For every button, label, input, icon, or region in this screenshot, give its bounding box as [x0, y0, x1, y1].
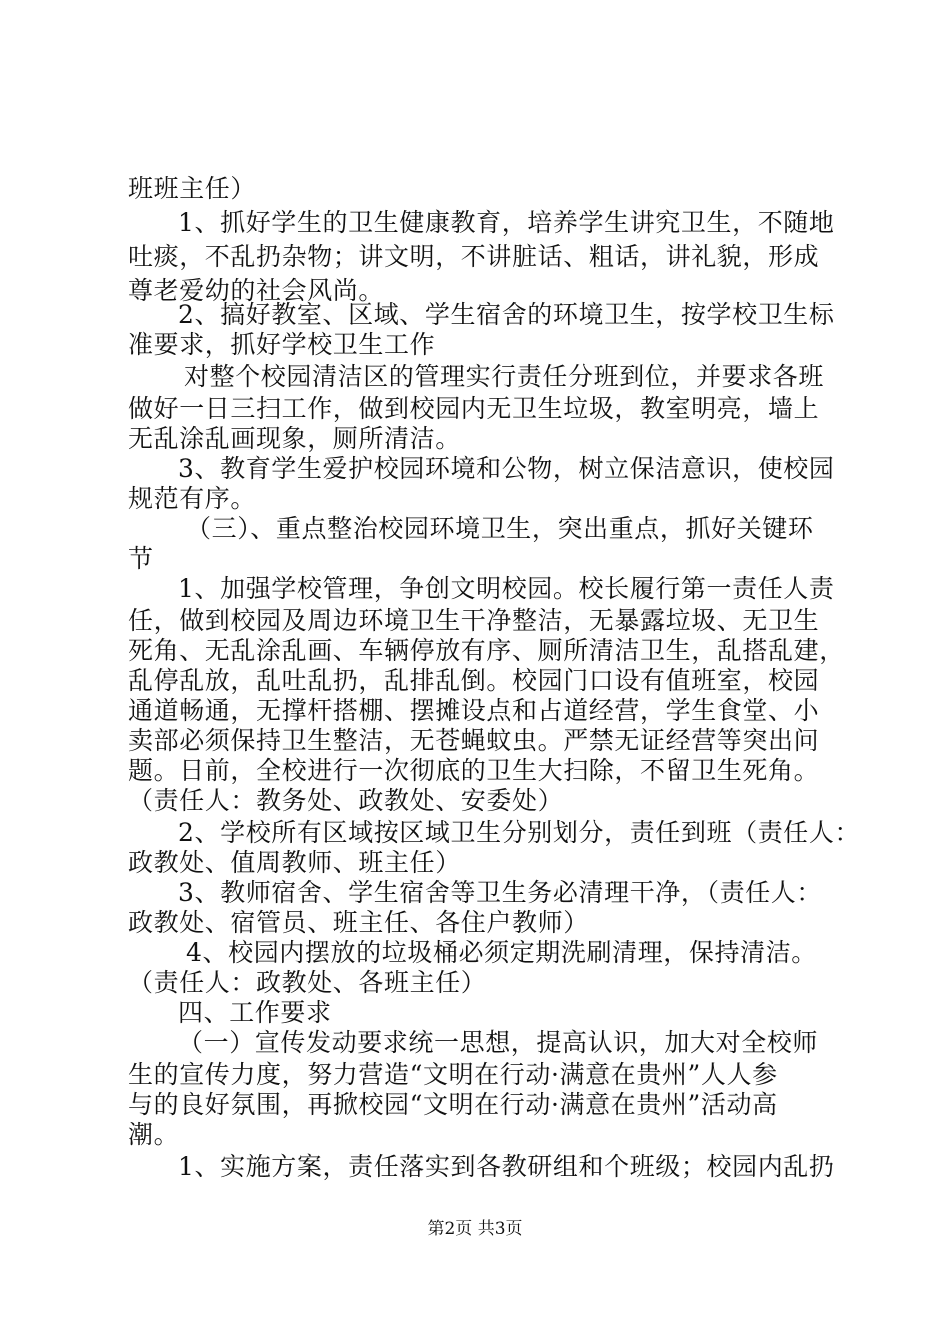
text-line: 1、实施方案，责任落实到各教研组和个班级；校园内乱扔: [178, 1152, 835, 1181]
text-line: 吐痰，不乱扔杂物；讲文明，不讲脏话、粗话，讲礼貌，形成: [128, 242, 820, 271]
text-line: 做好一日三扫工作，做到校园内无卫生垃圾，教室明亮，墙上: [128, 394, 820, 423]
text-line: 与的良好氛围，再掀校园“文明在行动·满意在贵州”活动高: [128, 1090, 778, 1119]
text-line: 潮。: [128, 1120, 180, 1149]
text-line: 1、加强学校管理，争创文明校园。校长履行第一责任人责: [178, 574, 835, 603]
text-line: 2、搞好教室、区域、学生宿舍的环境卫生，按学校卫生标: [178, 300, 835, 329]
text-line: 对整个校园清洁区的管理实行责任分班到位，并要求各班: [184, 362, 825, 391]
text-line: 节: [128, 544, 154, 573]
text-line: （责任人：教务处、政教处、安委处）: [128, 786, 564, 815]
text-line: 无乱涂乱画现象，厕所清洁。: [128, 424, 461, 453]
text-line: 政教处、宿管员、班主任、各住户教师）: [128, 908, 589, 937]
text-line: 3、教育学生爱护校园环境和公物，树立保洁意识，使校园: [178, 454, 835, 483]
text-line: 1、抓好学生的卫生健康教育，培养学生讲究卫生，不随地: [178, 208, 835, 237]
text-line: 通道畅通，无撑杆搭棚、摆摊设点和占道经营，学生食堂、小: [128, 696, 820, 725]
text-line: 尊老爱幼的社会风尚。: [128, 276, 385, 305]
text-line: 班班主任）: [128, 174, 257, 203]
text-line: 四、工作要求: [178, 998, 332, 1027]
text-line: 3、教师宿舍、学生宿舍等卫生务必清理干净，（责任人：: [178, 878, 823, 907]
text-line: （责任人：政教处、各班主任）: [128, 968, 487, 997]
text-line: 任，做到校园及周边环境卫生干净整洁，无暴露垃圾、无卫生: [128, 606, 820, 635]
text-line: 2、学校所有区域按区域卫生分别划分，责任到班（责任人：: [178, 818, 861, 847]
text-line: （一）宣传发动要求统一思想，提高认识，加大对全校师: [178, 1028, 819, 1057]
text-line: 死角、无乱涂乱画、车辆停放有序、厕所清洁卫生，乱搭乱建，: [128, 636, 845, 665]
text-line: 政教处、值周教师、班主任）: [128, 848, 461, 877]
text-line: 4、校园内摆放的垃圾桶必须定期洗刷清理，保持清洁。: [186, 938, 817, 967]
text-line: 乱停乱放，乱吐乱扔，乱排乱倒。校园门口设有值班室，校园: [128, 666, 820, 695]
page-footer: 第2页 共3页: [427, 1219, 523, 1239]
text-line: 准要求，抓好学校卫生工作: [128, 330, 436, 359]
text-line: 生的宣传力度，努力营造“文明在行动·满意在贵州”人人参: [128, 1060, 778, 1089]
text-line: 卖部必须保持卫生整洁，无苍蝇蚊虫。严禁无证经营等突出问: [128, 726, 820, 755]
text-line: 题。日前，全校进行一次彻底的卫生大扫除，不留卫生死角。: [128, 756, 820, 785]
text-line: （三）、重点整治校园环境卫生，突出重点，抓好关键环: [186, 514, 814, 543]
text-line: 规范有序。: [128, 484, 257, 513]
